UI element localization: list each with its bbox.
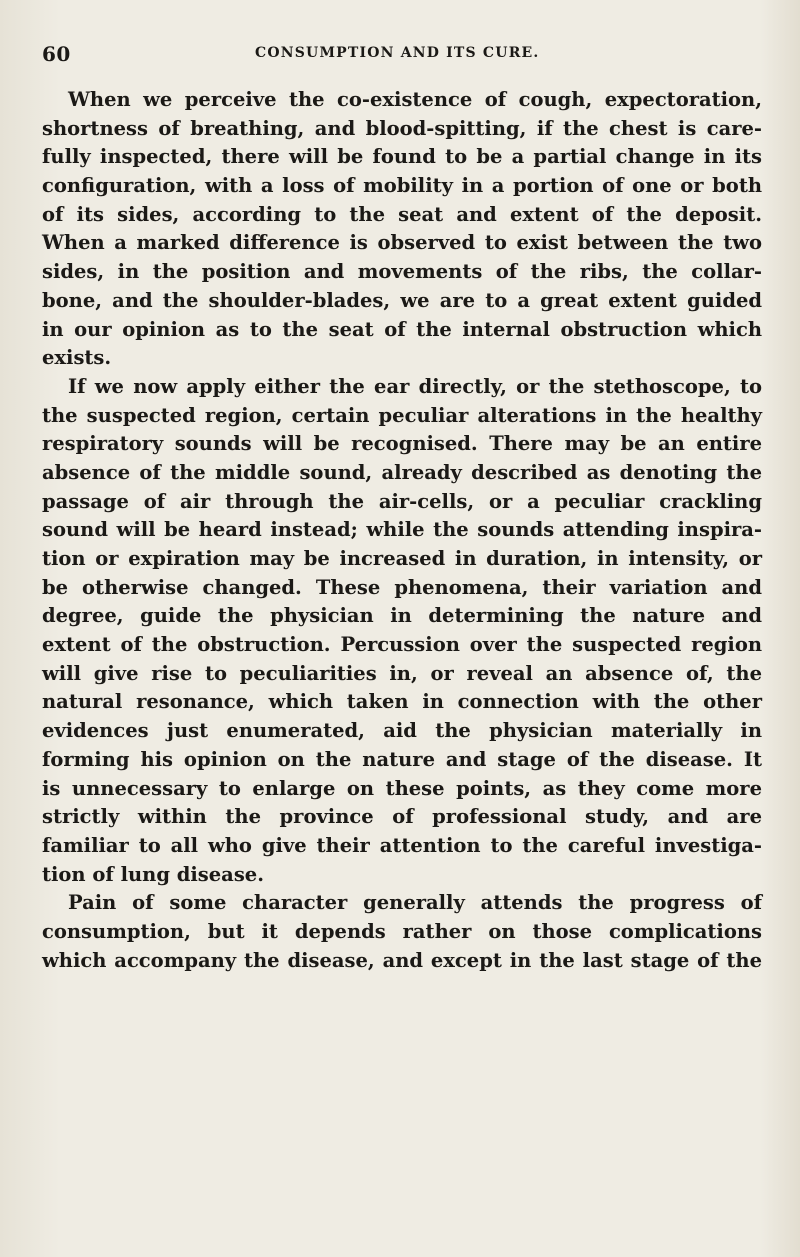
text-line: strictly within the province of professional study, and are — [42, 805, 762, 829]
text-line: When we perceive the co-existence of cough, expectoration, — [68, 88, 762, 111]
text-line: forming his opinion on the nature and stage of the disease. It — [42, 747, 762, 771]
text-line: sides, in the position and movements of the ribs, the collar- — [42, 260, 762, 284]
page-number: 60 — [42, 42, 71, 66]
body-text — [42, 86, 762, 975]
running-title: CONSUMPTION AND ITS CURE. — [255, 45, 540, 61]
text-line: respiratory sounds will be recognised. There may be an entire — [42, 432, 762, 456]
text-line: be otherwise changed. These phenomena, their variation and — [42, 575, 762, 599]
text-line: evidences just enumerated, aid the physician materially in — [42, 719, 762, 743]
text-line: tion or expiration may be increased in duration, in intensity, or — [42, 547, 762, 570]
text-line: is unnecessary to enlarge on these points, as they come more — [42, 776, 762, 800]
text-line: which accompany the disease, and except in the last stage of the — [42, 948, 762, 972]
text-line: degree, guide the physician in determining the nature and — [42, 604, 762, 628]
text-line: bone, and the shoulder-blades, we are to a great extent guided — [42, 288, 762, 312]
text-line: When a marked difference is observed to exist between the two — [42, 231, 762, 255]
text-line: familiar to all who give their attention to the careful investiga- — [42, 833, 762, 857]
text-line: configuration, with a loss of mobility in a portion of one or both — [42, 174, 762, 198]
text-line: sound will be heard instead; while the sounds attending inspira- — [42, 518, 762, 542]
text-line: consumption, but it depends rather on those complications — [42, 919, 762, 943]
running-head — [42, 42, 762, 72]
text-line: exists. — [42, 346, 112, 370]
text-line: passage of air through the air-cells, or a peculiar crackling — [42, 489, 762, 513]
text-line: in our opinion as to the seat of the internal obstruction which — [42, 317, 762, 341]
text-line: Pain of some character generally attends the progress of — [68, 891, 762, 915]
text-line: fully inspected, there will be found to be a partial change in its — [42, 145, 762, 169]
text-line: shortness of breathing, and blood-spitting, if the chest is care- — [42, 116, 762, 140]
text-line: tion of lung disease. — [42, 862, 264, 886]
text-line: will give rise to peculiarities in, or reveal an absence of, the — [42, 661, 762, 685]
text-line: natural resonance, which taken in connection with the other — [42, 690, 762, 714]
text-line: the suspected region, certain peculiar alterations in the healthy — [42, 403, 762, 427]
text-line: extent of the obstruction. Percussion over the suspected region — [42, 633, 762, 657]
text-line: of its sides, according to the seat and extent of the deposit. — [42, 202, 762, 226]
text-line: If we now apply either the ear directly, or the stethoscope, to — [68, 374, 762, 398]
text-line: absence of the middle sound, already described as denoting the — [42, 460, 762, 484]
